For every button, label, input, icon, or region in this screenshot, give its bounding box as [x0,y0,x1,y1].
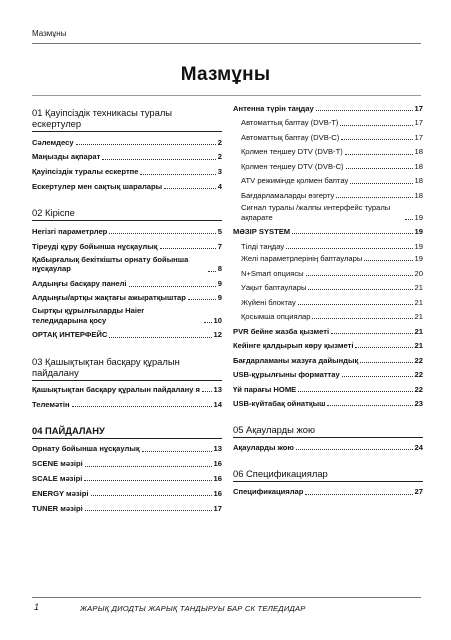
toc-page-number: 16 [213,474,222,484]
toc-entry-label: Бағдарламаларды өзгерту [241,190,335,200]
toc-entry[interactable] [32,293,222,302]
toc-entry-label: Автоматтық баптау (DVB-C) [241,132,340,142]
toc-entry-label: TUNER мәзірі [32,503,83,513]
dot-leader [360,362,412,363]
section-heading: 05 Ақауларды жою [233,424,423,438]
toc-entry[interactable] [233,443,423,452]
dot-leader [188,299,216,300]
toc-entry-label: ATV режимінде қолмен баптау [241,176,349,186]
toc-page-number: 4 [217,182,222,192]
dot-leader [298,304,413,305]
toc-entry[interactable] [233,147,423,156]
toc-entry-label: SCENE мәзірі [32,459,83,469]
footer-text: ЖАРЫҚ ДИОДТЫ ЖАРЫҚ ТАНДЫРУЫ БАР СК ТЕЛЕДИДАР [80,604,306,613]
title-divider [32,95,421,96]
toc-entry-label: Ескертулер мен сақтық шаралары [32,182,163,192]
toc-entry[interactable] [233,399,423,408]
dot-leader [364,260,412,261]
dot-leader [355,347,412,348]
toc-page-number: 21 [414,341,423,351]
toc-section [32,425,222,513]
toc-entry[interactable] [32,306,222,325]
dot-leader [405,219,413,220]
toc-entry[interactable] [32,152,222,161]
toc-entry-label: Қолмен теңшеу DTV (DVB-T) [241,147,343,157]
dot-leader [204,322,212,323]
toc-entry[interactable] [233,162,423,171]
toc-page-number: 13 [213,384,222,394]
toc-entry-label: Қолмен теңшеу DTV (DVB-C) [241,161,344,171]
toc-entry-label: Қабырғалық бекіткішты орнату бойынша нұсқаулар [32,255,189,274]
toc-entry[interactable] [233,370,423,379]
dot-leader [91,495,212,496]
toc-entry[interactable] [32,255,222,274]
toc-entry-label: Маңызды ақпарат [32,152,101,162]
toc-page-number: 13 [213,444,222,454]
toc-entry[interactable] [32,459,222,468]
toc-right-column [233,100,423,497]
toc-page-number: 21 [414,326,423,336]
toc-entry-label: Спецификациялар [233,487,304,497]
dot-leader [312,318,412,319]
toc-entry[interactable] [233,341,423,350]
dot-leader [286,248,412,249]
dot-leader [345,154,413,155]
toc-left-column [32,100,222,513]
toc-entry[interactable] [233,242,423,251]
footer-divider [32,597,421,598]
toc-entry[interactable] [233,227,423,236]
toc-entry[interactable] [32,504,222,513]
toc-entry[interactable] [32,227,222,236]
dot-leader [208,271,216,272]
section-heading: 06 Спецификациялар [233,468,423,482]
toc-entry[interactable] [32,400,222,409]
toc-page-number: 17 [414,118,423,128]
page-title: Мазмұны [180,64,271,85]
dot-leader [298,391,412,392]
toc-entry-label: Тілді таңдау [241,241,285,251]
toc-entry-label: SCALE мәзірі [32,474,83,484]
toc-entry[interactable] [233,133,423,142]
toc-page-number: 23 [414,398,423,408]
dot-leader [109,337,211,338]
toc-entry-label: Жүйені блоктау [241,297,296,307]
toc-entry[interactable] [233,254,423,263]
toc-page-number: 21 [414,283,423,293]
toc-entry[interactable] [32,444,222,453]
toc-entry[interactable] [233,269,423,278]
dot-leader [102,159,215,160]
section-heading: 01 Қауіпсіздік техникасы туралы ескертулер [32,107,222,132]
toc-page-number: 27 [414,487,423,497]
toc-entry-label: Уақыт баптаулары [241,283,307,293]
toc-entry-label: Қауіпсіздік туралы ескертпе [32,167,139,177]
toc-page-number: 18 [414,176,423,186]
toc-page-number: 19 [414,241,423,251]
section-heading: 02 Кіріспе [32,207,222,221]
toc-entry-label: Алдыңғы/артқы жақтағы ажыратқыштар [32,292,186,302]
toc-page-number: 8 [217,264,222,274]
dot-leader [336,197,412,198]
toc-section [233,104,423,408]
toc-page-number: 17 [414,132,423,142]
toc-section [233,468,423,496]
dot-leader [72,406,212,407]
toc-page-number: 16 [213,489,222,499]
toc-page-number: 12 [213,330,222,340]
toc-entry[interactable] [32,182,222,191]
dot-leader [140,174,215,175]
dot-leader [340,125,412,126]
toc-page-number: 2 [217,152,222,162]
toc-page-number: 7 [217,241,222,251]
toc-entry[interactable] [233,385,423,394]
toc-entry-label: Тіреуді құру бойынша нұсқаулық [32,241,158,251]
toc-entry-label: Антенна түрін таңдау [233,104,314,113]
dot-leader [160,248,216,249]
toc-page-number: 19 [414,254,423,264]
dot-leader [306,275,413,276]
toc-entry[interactable] [233,191,423,200]
toc-entry[interactable] [233,203,423,222]
toc-section [32,356,222,409]
toc-entry[interactable] [233,176,423,185]
toc-page-number: 22 [414,370,423,380]
toc-entry-label: Ақауларды жою [233,443,294,453]
toc-page-number: 24 [414,443,423,453]
dot-leader [129,286,216,287]
toc-entry[interactable] [32,138,222,147]
toc-entry-label: Үй парағы HOME [233,384,297,394]
toc-page-number: 20 [414,268,423,278]
toc-entry[interactable] [233,298,423,307]
dot-leader [331,333,412,334]
toc-section [32,107,222,191]
toc-entry[interactable] [233,356,423,365]
toc-entry-label: Алдыңғы басқару панелі [32,279,127,289]
toc-entry-label: Автоматтық баптау (DVB-T) [241,118,339,128]
toc-page-number: 5 [217,226,222,236]
toc-page-number: 16 [213,459,222,469]
toc-entry[interactable] [32,474,222,483]
dot-leader [305,494,412,495]
footer-page-number: 1 [34,602,40,612]
toc-entry[interactable] [233,312,423,321]
header-divider [32,43,421,44]
dot-leader [85,510,212,511]
toc-entry[interactable] [233,487,423,496]
toc-entry[interactable] [32,489,222,498]
dot-leader [308,289,412,290]
dot-leader [342,376,413,377]
section-heading: 03 Қашықтықтан басқару құралын пайдалану [32,356,222,381]
toc-entry-label: Қашықтықтан басқару құралын пайдалану я [32,384,200,394]
dot-leader [346,168,413,169]
toc-entry-label: Желі параметрлерінің баптаулары [241,254,363,264]
toc-entry-label: Сигнал туралы /жалпы интерфейс туралы ақпарате [241,203,391,222]
dot-leader [84,480,211,481]
toc-entry[interactable] [32,330,222,339]
running-header: Мазмұны [32,29,67,38]
toc-entry[interactable] [32,167,222,176]
dot-leader [296,449,413,450]
dot-leader [316,110,413,111]
toc-section [233,424,423,452]
toc-entry-label: Сәлемдесу [32,137,74,147]
toc-page-number: 9 [217,279,222,289]
toc-page-number: 21 [414,312,423,322]
section-heading: 04 ПАЙДАЛАНУ [32,425,222,439]
toc-entry-label: МӘЗІР SYSTEM [233,227,291,237]
toc-page-number: 18 [414,161,423,171]
toc-entry-label: Телемәтін [32,399,70,409]
toc-page-number: 18 [414,190,423,200]
dot-leader [142,451,212,452]
toc-entry-label: PVR бейне жазба қызметі [233,326,330,336]
toc-page-number: 2 [217,137,222,147]
toc-entry[interactable] [32,279,222,288]
dot-leader [292,233,412,234]
toc-entry-label: USB-құрылғыны форматтау [233,370,340,380]
toc-entry-label: N+Smart опциясы [241,268,304,278]
dot-leader [85,466,212,467]
toc-entry[interactable] [233,327,423,336]
toc-entry-label: Негізгі параметрлер [32,226,108,236]
toc-entry-label: ENERGY мәзірі [32,489,89,499]
toc-page-number: 18 [414,147,423,157]
toc-entry-label: ОРТАҚ ИНТЕРФЕЙС [32,330,108,340]
toc-page-number: 10 [213,315,222,325]
toc-page-number: 22 [414,355,423,365]
toc-page-number: 14 [213,399,222,409]
toc-page-number: 19 [414,227,423,237]
toc-entry[interactable] [32,385,222,394]
dot-leader [350,183,412,184]
toc-page-number: 9 [217,292,222,302]
toc-entry-label: Бағдарламаны жазуға дайындық [233,355,359,365]
toc-entry[interactable] [233,118,423,127]
toc-page-number: 17 [213,503,222,513]
toc-entry-label: USB-күйтабақ ойнатқыш [233,398,326,408]
dot-leader [164,188,216,189]
toc-entry[interactable] [233,104,423,113]
toc-page-number: 22 [414,384,423,394]
dot-leader [341,139,412,140]
toc-page-number: 17 [414,104,423,113]
dot-leader [202,391,212,392]
toc-entry[interactable] [233,283,423,292]
toc-page-number: 3 [217,167,222,177]
toc-section [32,207,222,339]
dot-leader [327,405,412,406]
toc-entry-label: Орнату бойынша нұсқаулық [32,444,140,454]
dot-leader [109,233,215,234]
toc-entry-label: Кейінге қалдырып көру қызметі [233,341,354,351]
dot-leader [76,144,216,145]
toc-entry[interactable] [32,242,222,251]
toc-entry-label: Қосымша опциялар [241,312,311,322]
toc-page-number: 21 [414,297,423,307]
toc-entry-label: Сыртқы құрылғыларды Haier теледидарына қосу [32,306,145,325]
toc-page-number: 19 [414,212,423,222]
